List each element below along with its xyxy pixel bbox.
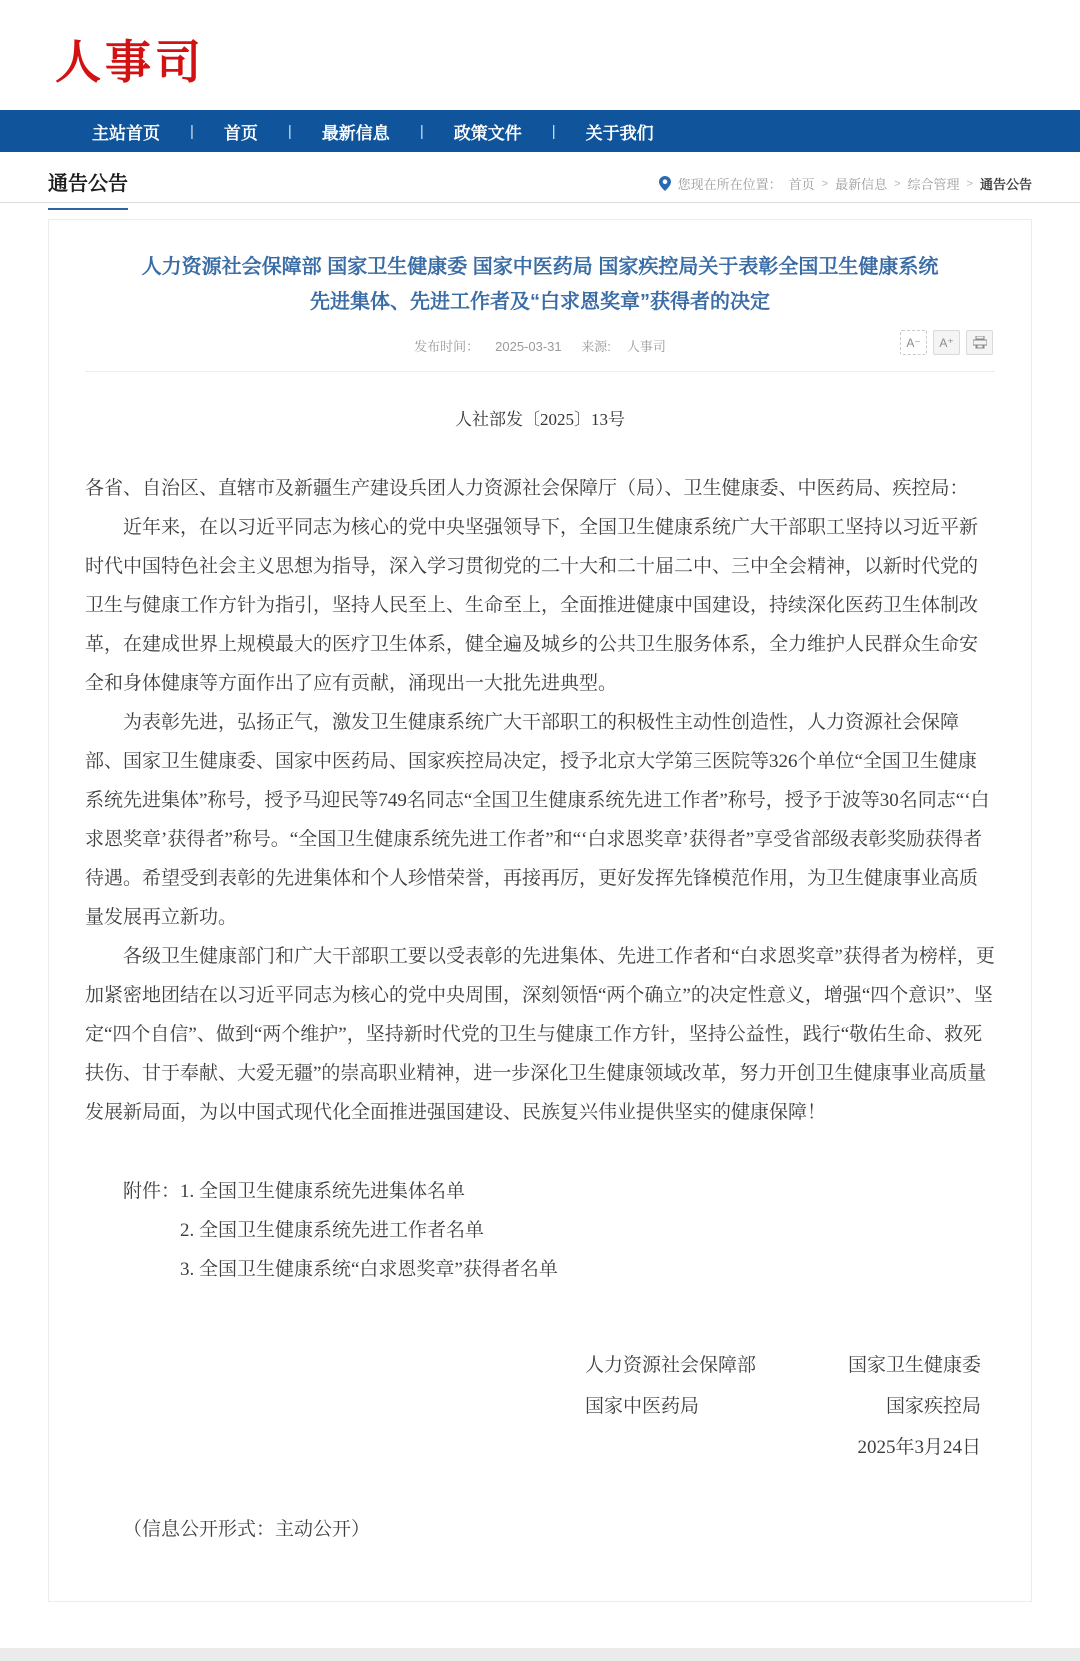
attachment-item-2: 2. 全国卫生健康系统先进工作者名单 [180, 1220, 485, 1241]
breadcrumb [659, 174, 1032, 193]
breadcrumb-link-general-management[interactable]: 综合管理 [907, 177, 960, 192]
font-increase-button[interactable]: A⁺ [933, 330, 960, 355]
location-pin-icon [659, 176, 671, 191]
nav-separator: | [190, 122, 194, 140]
publish-time-label: 发布时间： [414, 339, 480, 354]
section-title-notices: 通告公告 [48, 167, 128, 210]
nav-item-main-home[interactable]: 主站首页 [92, 123, 160, 143]
breadcrumb-link-latest-news[interactable]: 最新信息 [835, 177, 888, 192]
body-paragraph-1: 近年来，在以习近平同志为核心的党中央坚强领导下，全国卫生健康系统广大干部职工坚持以习近平新时代中国特色社会主义思想为指导，深入学习贯彻党的二十大和二十届二中、三中全会精神，以新时代党的卫生与健康工作方针为指引，坚持人民至上、生命至上，全面推进健康中国建设，持续深化医药卫生体制改革，在建成世界上规模最大的医疗卫生体系，健全遍及城乡的公共卫生服务体系，全力维护人民群众生命安全和身体健康等方面作出了应有贡献，涌现出一大批先进典型。 [85, 517, 979, 694]
attachment-item-1: 1. 全国卫生健康系统先进集体名单 [180, 1181, 466, 1202]
site-header [0, 0, 1080, 110]
publish-date: 2025-03-31 [495, 339, 562, 354]
body-paragraph-3: 各级卫生健康部门和广大干部职工要以受表彰的先进集体、先进工作者和“白求恩奖章”获得者为榜样，更加紧密地团结在以习近平同志为核心的党中央周围，深刻领悟“两个确立”的决定性意义，增强“四个意识”、坚定“四个自信”、做到“两个维护”，坚持新时代党的卫生与健康工作方针，坚持公益性，践行“敬佑生命、救死扶伤、甘于奉献、大爱无疆”的崇高职业精神，进一步深化卫生健康领域改革，努力开创卫生健康事业高质量发展新局面，为以中国式现代化全面推进强国建设、民族复兴伟业提供坚实的健康保障！ [85, 946, 995, 1123]
body-paragraph-2: 为表彰先进，弘扬正气，激发卫生健康系统广大干部职工的积极性主动性创造性，人力资源社会保障部、国家卫生健康委、国家中医药局、国家疾控局决定，授予北京大学第三医院等326个单位“全国卫生健康系统先进集体”称号，授予马迎民等749名同志“全国卫生健康系统先进工作者”称号，授予于波等30名同志“‘白求恩奖章’获得者”称号。“全国卫生健康系统先进工作者”和“‘白求恩奖章’获得者”享受省部级表彰奖励获得者待遇。希望受到表彰的先进集体和个人珍惜荣誉，再接再厉，更好发挥先锋模范作用，为卫生健康事业高质量发展再立新功。 [85, 712, 990, 928]
signature-row-1 [585, 1345, 981, 1386]
nav-item-home[interactable]: 首页 [223, 123, 258, 143]
article-container [48, 219, 1032, 1602]
article-meta-row [85, 336, 995, 372]
attachment-item-3: 3. 全国卫生健康系统“白求恩奖章”获得者名单 [180, 1259, 558, 1280]
salutation-paragraph: 各省、自治区、直辖市及新疆生产建设兵团人力资源社会保障厅（局）、卫生健康委、中医药局、疾控局： [85, 478, 969, 499]
document-body [85, 400, 995, 1549]
breadcrumb-link-home[interactable]: 首页 [788, 177, 815, 192]
main-nav [0, 110, 1080, 152]
nav-separator: | [551, 122, 556, 140]
site-logo: 人事司 [55, 36, 205, 88]
signature-ndcpa: 国家疾控局 [885, 1396, 981, 1417]
signature-nhc: 国家卫生健康委 [847, 1355, 981, 1376]
source-label: 来源: [581, 339, 611, 354]
breadcrumb-separator: > [966, 177, 973, 190]
nav-separator: | [287, 122, 292, 140]
breadcrumb-location-label: 您现在所在位置： [677, 177, 782, 192]
signature-mohrss: 人力资源社会保障部 [585, 1355, 757, 1376]
attachments-list [123, 1172, 995, 1289]
article-title [85, 250, 995, 320]
nav-separator: | [419, 122, 424, 140]
nav-item-about-us[interactable]: 关于我们 [585, 123, 654, 143]
attachments-label: 附件： [123, 1181, 181, 1202]
signature-row-2 [585, 1386, 981, 1427]
attachment-line-1 [123, 1172, 995, 1211]
disclosure-note: （信息公开形式：主动公开） [123, 1519, 371, 1540]
font-decrease-button[interactable]: A⁻ [900, 330, 927, 355]
document-number: 人社部发〔2025〕13号 [455, 410, 625, 429]
breadcrumb-row [0, 152, 1080, 203]
breadcrumb-link-notices[interactable]: 通告公告 [979, 177, 1032, 192]
signature-block [585, 1345, 981, 1468]
breadcrumb-separator: > [821, 177, 829, 190]
nav-item-policy-documents[interactable]: 政策文件 [453, 123, 522, 143]
print-icon [973, 336, 987, 349]
print-button[interactable] [966, 330, 993, 355]
article-title-line-2: 先进集体、先进工作者及“白求恩奖章”获得者的决定 [310, 291, 770, 313]
footer-strip [0, 1648, 1080, 1661]
nav-item-latest-news[interactable]: 最新信息 [321, 123, 390, 143]
breadcrumb-separator: > [894, 177, 901, 190]
signature-natcm: 国家中医药局 [585, 1396, 700, 1417]
source-value: 人事司 [626, 339, 666, 354]
article-title-line-1: 人力资源社会保障部 国家卫生健康委 国家中医药局 国家疾控局关于表彰全国卫生健康系统 [141, 256, 939, 278]
signature-date: 2025年3月24日 [857, 1437, 981, 1458]
article-toolbar [900, 330, 993, 355]
